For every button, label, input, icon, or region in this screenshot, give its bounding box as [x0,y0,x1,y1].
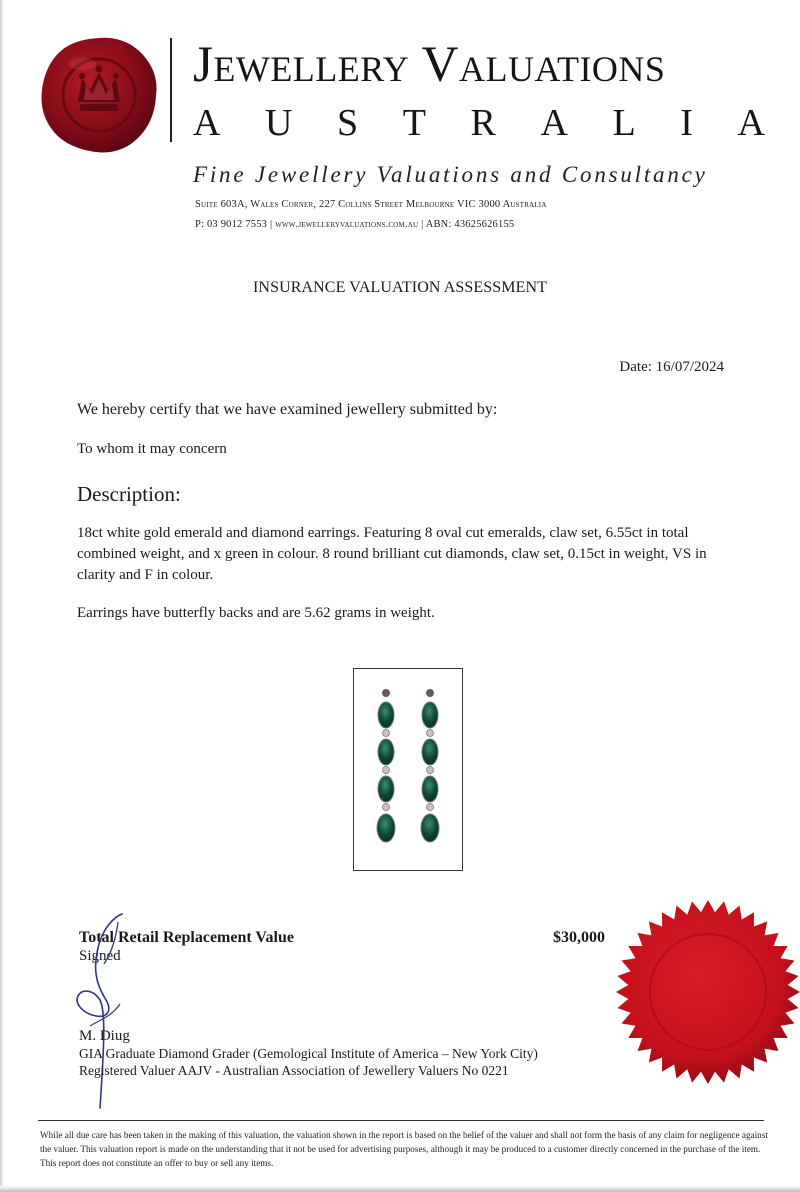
country-letter: U [265,102,293,144]
seal-body [616,900,800,1084]
brand-title: Jewellery Valuations [193,37,666,93]
company-contact: P: 03 9012 7553 | www.jewelleryvaluations.com.au | ABN: 43625626155 [195,219,515,230]
brand-country [193,104,765,142]
valuation-label: Total Retail Replacement Value [79,929,294,946]
page-edge-bottom [0,1186,800,1192]
red-certificate-seal-icon [610,892,800,1092]
page-edge [0,0,4,1192]
emerald-earrings-image [354,669,462,870]
footer-disclaimer: While all due care has been taken in the making of this valuation, the valuation shown in the report is based on the belief of the valuer and shall not form the basis of any claim for negligence against the valuer. This valuation report is made on the understanding that it not be used for advertising purposes, although it may be produced to a customer directly concerned in the purchase of the item. This report does not constitute an offer to buy or sell any items. [40,1130,768,1168]
company-address: Suite 603A, Wales Corner, 227 Collins Street Melbourne VIC 3000 Australia [195,199,547,210]
document-heading: INSURANCE VALUATION ASSESSMENT [252,279,547,296]
valuer-registration: Registered Valuer AAJV - Australian Association of Jewellery Valuers No 0221 [79,1063,509,1078]
country-letter: A [540,102,568,144]
country-letter: A [193,102,221,144]
crown-wax-seal-icon [38,34,160,156]
valuer-credential: GIA Graduate Diamond Grader (Gemological Institute of America – New York City) [79,1046,538,1061]
signed-label: Signed [79,948,121,964]
brand-tagline: Fine Jewellery Valuations and Consultancy [193,162,708,187]
recipient: To whom it may concern [77,441,227,457]
handwritten-signature [60,908,150,1118]
valuation-amount: $30,000 [553,929,605,946]
item-description: 18ct white gold emerald and diamond earrings. Featuring 8 oval cut emeralds, claw set, 6.55ct in total combined weight, and x green in colour. 8 round brilliant cut diamonds, claw set, 0.15ct in weight, VS in clarity and F in colour. [77,525,707,583]
country-letter: L [612,102,636,144]
country-letter: I [680,102,693,144]
country-letter: T [402,102,426,144]
certify-statement: We hereby certify that we have examined jewellery submitted by: [77,401,498,418]
weight-note: Earrings have butterfly backs and are 5.62 grams in weight. [77,605,435,621]
document-date: Date: 16/07/2024 [619,359,724,375]
country-letter: S [337,102,359,144]
header-divider [170,38,172,142]
footer-divider [38,1120,764,1121]
valuer-name: M. Diug [79,1028,130,1044]
country-letter: R [470,102,496,144]
description-heading: Description: [77,482,181,506]
item-photo [353,668,463,871]
country-letter: A [737,102,765,144]
